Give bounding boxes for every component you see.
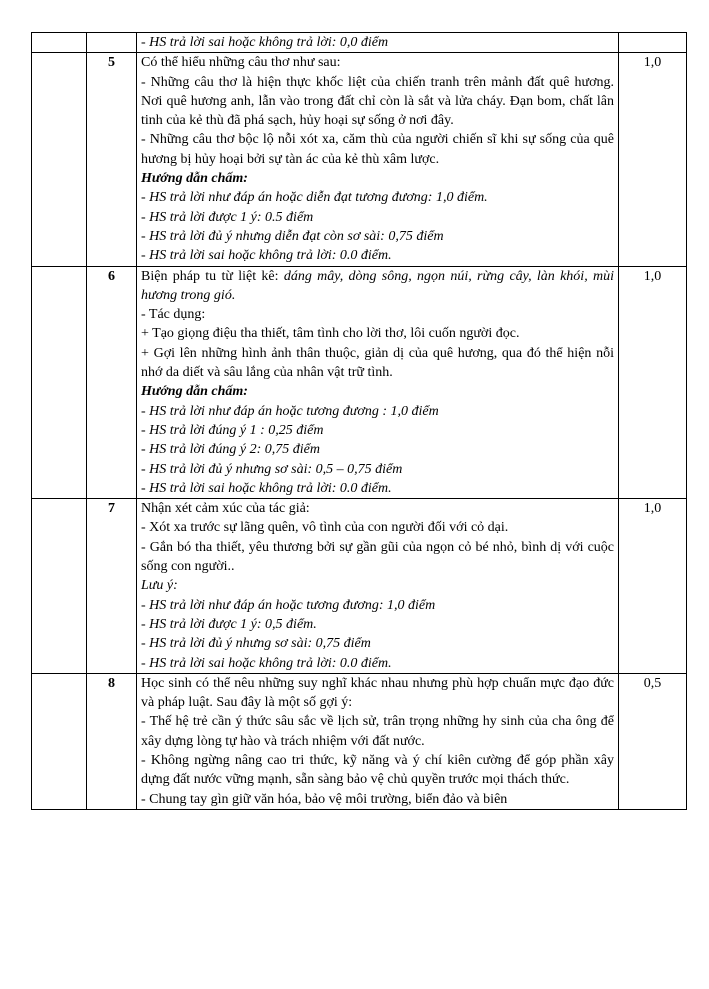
answer-line: Có thể hiểu những câu thơ như sau:: [141, 55, 341, 71]
table-row: [32, 266, 687, 499]
answer-line: Nhận xét cảm xúc của tác giả:: [141, 501, 310, 517]
grading-table: [31, 32, 687, 810]
answer-line: - HS trả lời như đáp án hoặc tương đương: 1,0 điểm: [141, 597, 436, 613]
answer-line: - Không ngừng nâng cao tri thức, kỹ năng và ý chí kiên cường để góp phần xây dựng đất nước vững mạnh, sẵn sàng bảo vệ chủ quyền trước mọi thách thức.: [141, 752, 614, 788]
score-cell: 1,0: [619, 53, 687, 266]
part-cell: [32, 673, 87, 809]
answer-line: - Thế hệ trẻ cần ý thức sâu sắc về lịch sử, trân trọng những hy sinh của cha ông để xây dựng lòng tự hào và trách nhiệm với đất nước.: [141, 714, 614, 749]
grading-table-body: [32, 33, 687, 810]
question-number: 5: [87, 53, 137, 266]
question-number: [87, 33, 137, 53]
score-cell: 0,5: [619, 673, 687, 809]
answer-line-mixed: [141, 267, 614, 306]
answer-line: - HS trả lời đủ ý nhưng sơ sài: 0,75 điểm: [141, 636, 371, 652]
score-cell: 1,0: [619, 266, 687, 499]
answer-content: [137, 499, 619, 674]
table-row: [32, 499, 687, 674]
answer-line-lead: Biện pháp tu từ liệt kê:: [141, 268, 284, 284]
table-row: [32, 673, 687, 809]
guide-heading: Hướng dẫn chấm:: [141, 384, 248, 400]
answer-line: - HS trả lời đủ ý nhưng diễn đạt còn sơ sài: 0,75 điểm: [141, 228, 444, 244]
part-cell: [32, 33, 87, 53]
answer-line: Lưu ý:: [141, 578, 178, 594]
part-cell: [32, 53, 87, 266]
question-number: 6: [87, 266, 137, 499]
question-number: 8: [87, 673, 137, 809]
answer-line: - HS trả lời được 1 ý: 0,5 điểm.: [141, 616, 317, 632]
answer-line: - HS trả lời sai hoặc không trả lời: 0.0 điểm.: [141, 655, 392, 671]
answer-line: - Chung tay gìn giữ văn hóa, bảo vệ môi trường, biển đảo và biên: [141, 791, 508, 807]
part-cell: [32, 499, 87, 674]
table-row: [32, 53, 687, 266]
answer-line: - HS trả lời sai hoặc không trả lời: 0.0 điểm.: [141, 480, 392, 496]
answer-line: - HS trả lời sai hoặc không trả lời: 0.0 điểm.: [141, 248, 392, 264]
answer-line: - Xót xa trước sự lãng quên, vô tình của con người đối với cỏ dại.: [141, 520, 509, 536]
answer-line: - Những câu thơ bộc lộ nỗi xót xa, căm thù của người chiến sĩ khi sự sống của quê hương bị hủy hoại bởi sự tàn ác của kẻ thù xâm lược.: [141, 132, 614, 167]
answer-content: [137, 33, 619, 53]
answer-line: Học sinh có thể nêu những suy nghĩ khác nhau nhưng phù hợp chuẩn mực đạo đức và pháp luật. Sau đây là một số gợi ý:: [141, 675, 614, 711]
answer-line: - Những câu thơ là hiện thực khốc liệt của chiến tranh trên mảnh đất quê hương. Nơi quê hương anh, lẫn vào trong đất chỉ còn là sắt và lửa cháy. Đạn bom, chất lân tinh của kẻ thù đã phá sạch, hủy hoại sự sống ở nơi đây.: [141, 74, 614, 129]
question-number: 7: [87, 499, 137, 674]
score-cell: 1,0: [619, 499, 687, 674]
table-row: [32, 33, 687, 53]
answer-line: - HS trả lời đúng ý 2: 0,75 điểm: [141, 442, 320, 458]
answer-line: + Tạo giọng điệu tha thiết, tâm tình cho lời thơ, lôi cuốn người đọc.: [141, 326, 520, 342]
answer-line: - HS trả lời sai hoặc không trả lời: 0,0 điểm: [141, 35, 389, 50]
answer-line: + Gợi lên những hình ảnh thân thuộc, giản dị của quê hương, qua đó thể hiện nỗi nhớ da diết và sâu lắng của nhân vật trữ tình.: [141, 345, 614, 381]
answer-line: - Gắn bó tha thiết, yêu thương bởi sự gần gũi của ngọn cỏ bé nhỏ, bình dị với cuộc sống con người..: [141, 539, 614, 575]
score-cell: [619, 33, 687, 53]
answer-line: - HS trả lời đủ ý nhưng sơ sài: 0,5 – 0,75 điểm: [141, 461, 403, 477]
answer-line: - HS trả lời được 1 ý: 0.5 điểm: [141, 209, 314, 225]
answer-line: - HS trả lời đúng ý 1 : 0,25 điểm: [141, 422, 324, 438]
answer-line: - HS trả lời như đáp án hoặc tương đương : 1,0 điểm: [141, 403, 439, 419]
part-cell: [32, 266, 87, 499]
answer-line-examples: dáng mây, dòng sông, ngọn núi, rừng cây, làn khói, mùi hương trong gió.: [141, 268, 615, 303]
answer-line: - HS trả lời như đáp án hoặc diễn đạt tương đương: 1,0 điểm.: [141, 190, 488, 206]
answer-content: [137, 53, 619, 266]
answer-content: [137, 673, 619, 809]
answer-content: [137, 266, 619, 499]
guide-heading: Hướng dẫn chấm:: [141, 171, 248, 187]
answer-line: - Tác dụng:: [141, 307, 206, 323]
